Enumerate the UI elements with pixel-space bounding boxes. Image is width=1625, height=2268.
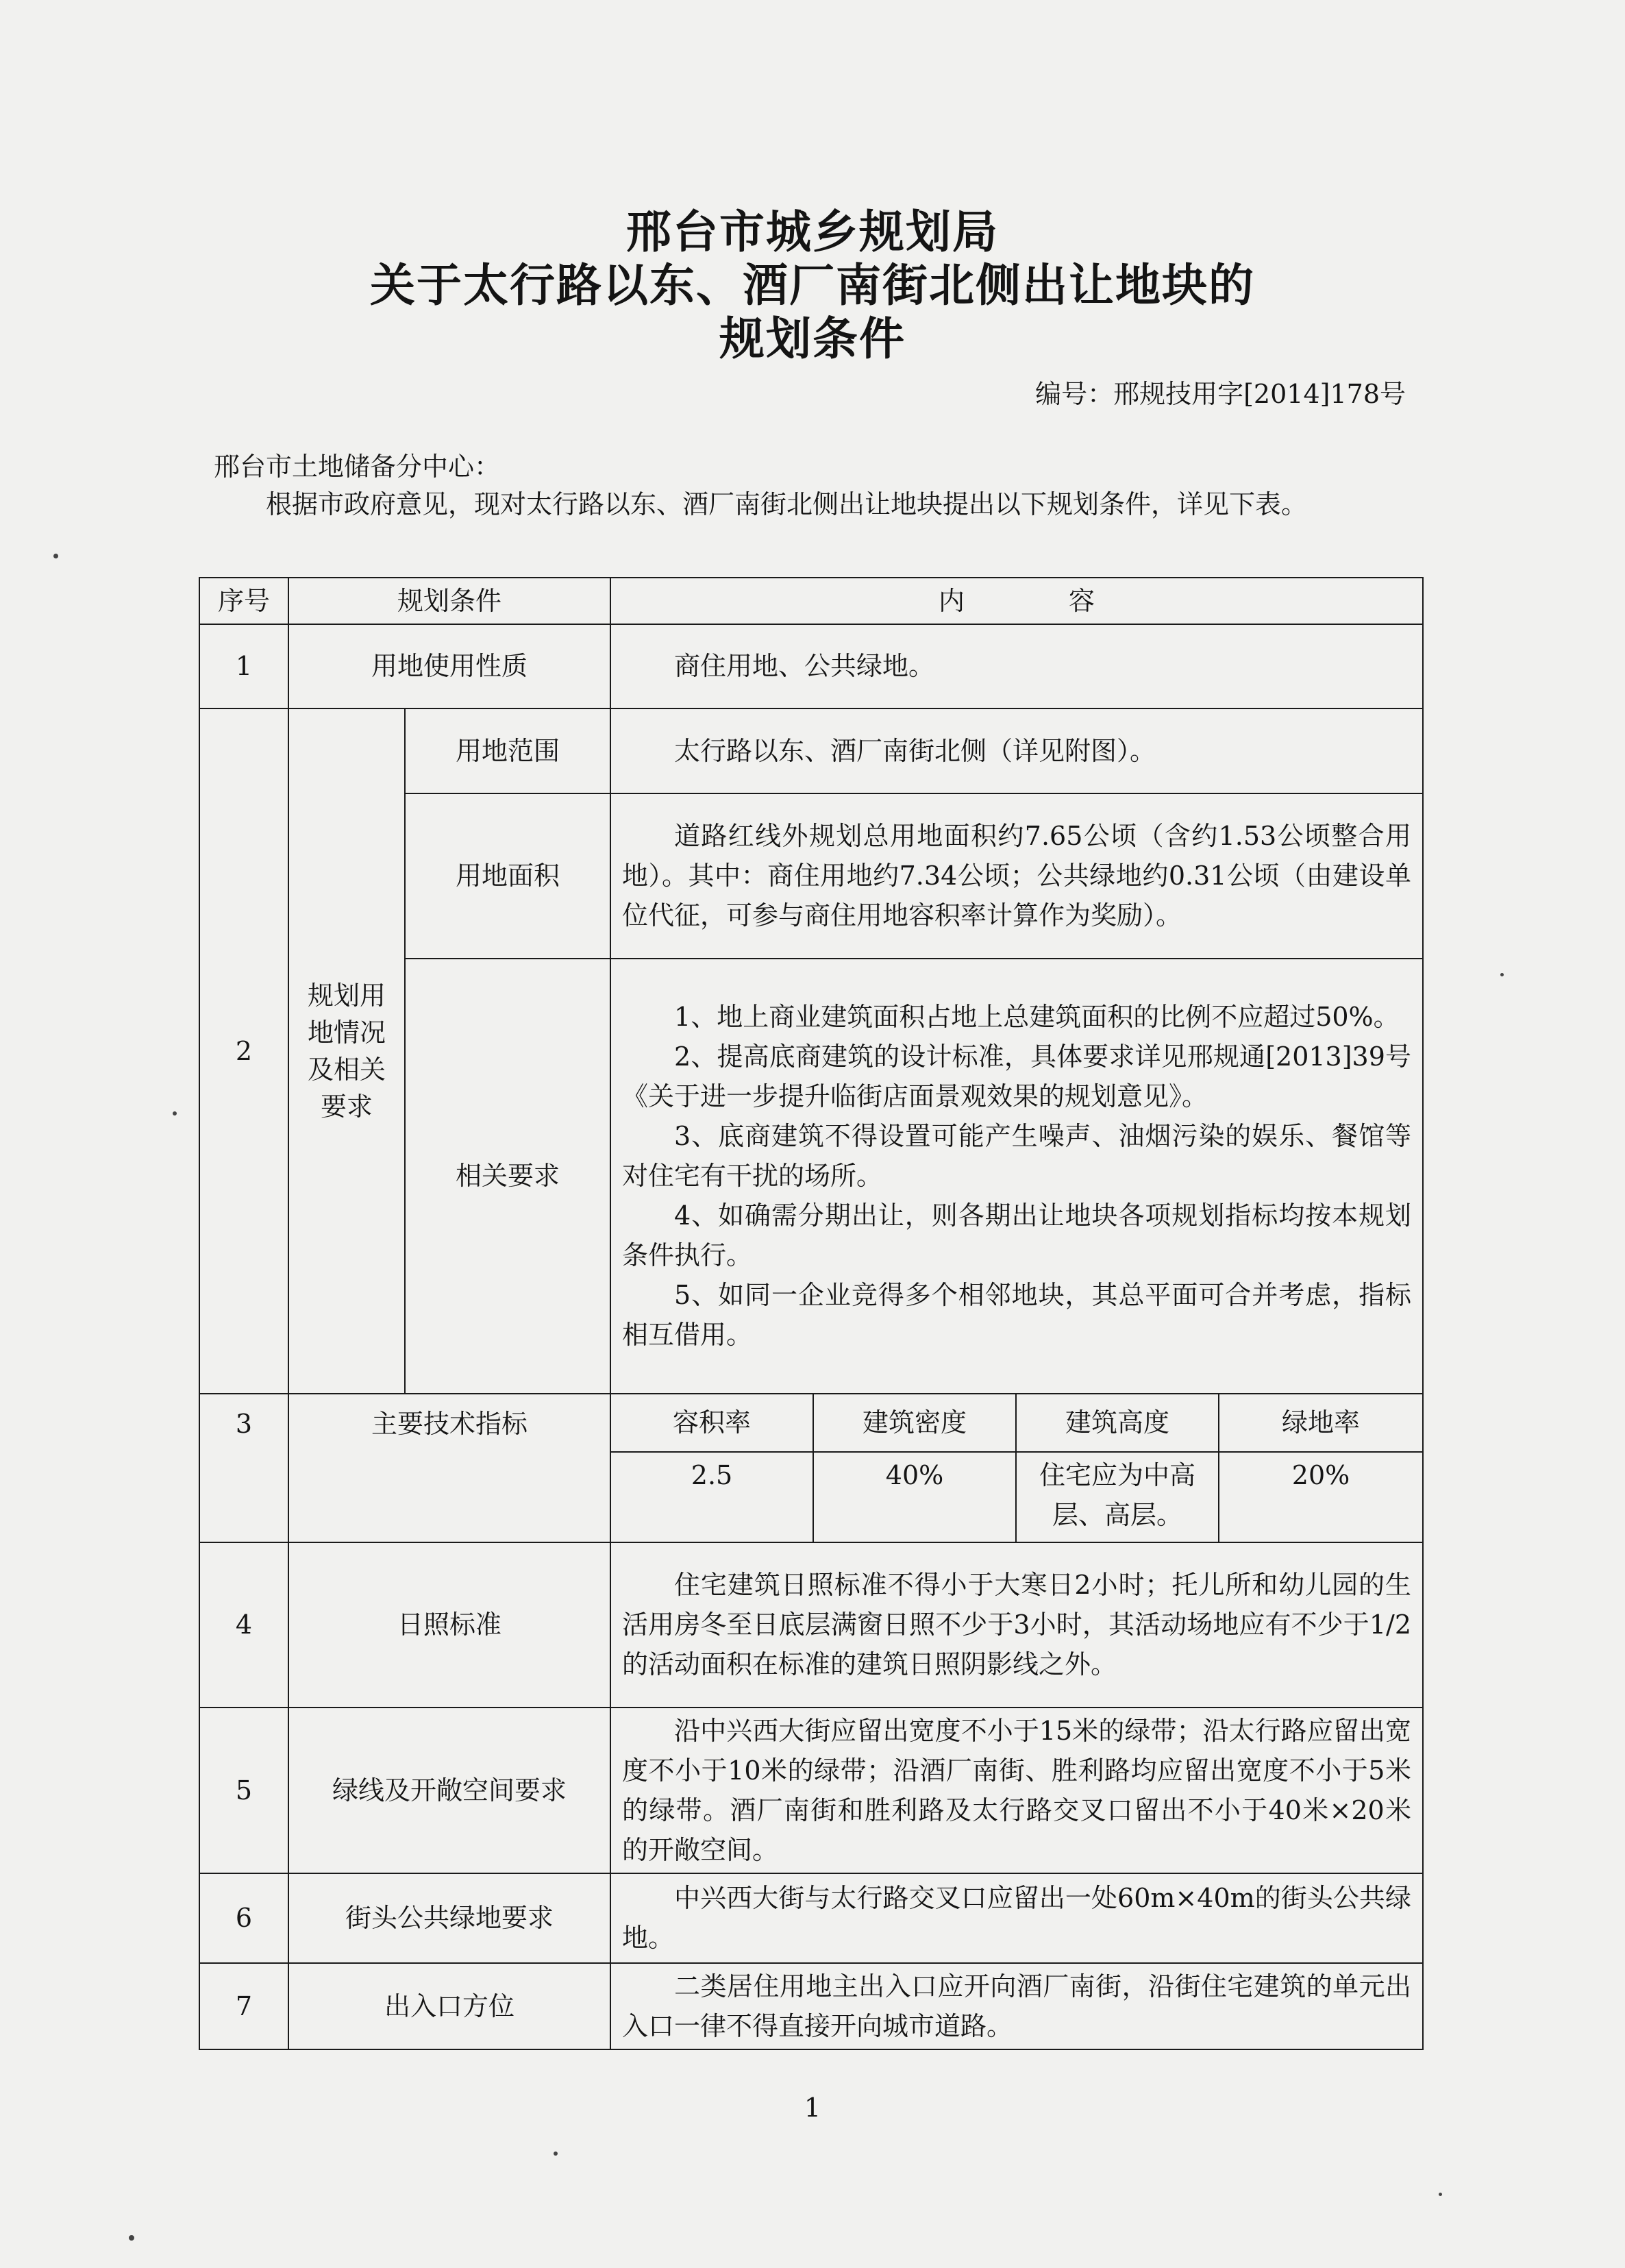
row2-index: 2 bbox=[199, 708, 288, 1394]
row4-content bbox=[610, 1542, 1423, 1708]
row7-index: 7 bbox=[199, 1963, 288, 2049]
row5-content-text: 沿中兴西大街应留出宽度不小于15米的绿带；沿太行路应留出宽度不小于10米的绿带；沿酒厂南街、胜利路均应留出宽度不小于5米的绿带。酒厂南街和胜利路及太行路交叉口留出不小于40米×20米的开敞空间。 bbox=[622, 1715, 1412, 1865]
far-value: 2.5 bbox=[610, 1452, 813, 1542]
row5-label: 绿线及开敞空间要求 bbox=[288, 1708, 610, 1874]
row4-index: 4 bbox=[199, 1542, 288, 1708]
table-row bbox=[199, 1708, 1423, 1874]
far-label: 容积率 bbox=[610, 1394, 813, 1451]
document-title-line-2: 关于太行路以东、酒厂南街北侧出让地块的 bbox=[370, 259, 1255, 312]
height-value: 住宅应为中高层、高层。 bbox=[1016, 1452, 1219, 1542]
row4-content-text: 住宅建筑日照标准不得小于大寒日2小时；托儿所和幼儿园的生活用房冬至日底层满窗日照不少于3小时，其活动场地应有不少于1/2的活动面积在标准的建筑日照阴影线之外。 bbox=[622, 1570, 1412, 1680]
row6-content-text: 中兴西大街与太行路交叉口应留出一处60m×40m的街头公共绿地。 bbox=[622, 1883, 1412, 1953]
row3-label: 主要技术指标 bbox=[288, 1394, 610, 1542]
green-ratio-label: 绿地率 bbox=[1219, 1394, 1423, 1451]
requirement-item-4: 4、如确需分期出让，则各期出让地块各项规划指标均按本规划条件执行。 bbox=[622, 1200, 1412, 1271]
table-row bbox=[199, 1394, 1423, 1451]
table-row bbox=[199, 1963, 1423, 2049]
row1-index: 1 bbox=[199, 624, 288, 708]
scan-speck bbox=[129, 2235, 134, 2241]
header-index: 序号 bbox=[199, 578, 288, 624]
page-number: 1 bbox=[804, 2093, 821, 2123]
row4-label: 日照标准 bbox=[288, 1542, 610, 1708]
row1-content-text: 商住用地、公共绿地。 bbox=[674, 651, 935, 682]
row2-requirements-content bbox=[610, 959, 1423, 1394]
scan-speck bbox=[173, 1111, 177, 1115]
addressee: 邢台市土地储备分中心： bbox=[214, 452, 501, 482]
row2-area-content bbox=[610, 793, 1423, 959]
density-value: 40% bbox=[813, 1452, 1016, 1542]
row2-area-label: 用地面积 bbox=[405, 793, 610, 959]
row5-index: 5 bbox=[199, 1708, 288, 1874]
document-number: 编号：邢规技用字[2014]178号 bbox=[1035, 379, 1406, 409]
intro-paragraph: 根据市政府意见，现对太行路以东、酒厂南街北侧出让地块提出以下规划条件，详见下表。 bbox=[266, 489, 1308, 519]
scan-speck bbox=[53, 554, 58, 558]
row2-scope-label: 用地范围 bbox=[405, 708, 610, 793]
row2-scope-text: 太行路以东、酒厂南街北侧（详见附图）。 bbox=[674, 735, 1156, 766]
table-row bbox=[199, 1542, 1423, 1708]
row2-area-text: 道路红线外规划总用地面积约7.65公顷（含约1.53公顷整合用地）。其中：商住用地约7.34公顷；公共绿地约0.31公顷（由建设单位代征，可参与商住用地容积率计算作为奖励）。 bbox=[622, 821, 1412, 931]
row6-index: 6 bbox=[199, 1873, 288, 1962]
row2-scope-content bbox=[610, 708, 1423, 793]
requirement-item-3: 3、底商建筑不得设置可能产生噪声、油烟污染的娱乐、餐馆等对住宅有干扰的场所。 bbox=[622, 1121, 1412, 1192]
row7-content-text: 二类居住用地主出入口应开向酒厂南街，沿街住宅建筑的单元出入口一律不得直接开向城市道路。 bbox=[622, 1971, 1412, 2041]
row2-group-label bbox=[288, 708, 405, 1394]
row2-requirements-label: 相关要求 bbox=[405, 959, 610, 1394]
row1-content bbox=[610, 624, 1423, 708]
table-row bbox=[199, 708, 1423, 793]
row1-label: 用地使用性质 bbox=[288, 624, 610, 708]
table-row bbox=[199, 624, 1423, 708]
table-header-row bbox=[199, 578, 1423, 624]
row5-content bbox=[610, 1708, 1423, 1874]
row6-content bbox=[610, 1873, 1423, 1962]
planning-conditions-table bbox=[199, 577, 1424, 2050]
table-row bbox=[199, 1873, 1423, 1962]
header-condition: 规划条件 bbox=[288, 578, 610, 624]
height-label: 建筑高度 bbox=[1016, 1394, 1219, 1451]
row7-label: 出入口方位 bbox=[288, 1963, 610, 2049]
requirement-item-5: 5、如同一企业竞得多个相邻地块，其总平面可合并考虑，指标相互借用。 bbox=[622, 1280, 1412, 1351]
row3-index: 3 bbox=[199, 1394, 288, 1542]
scan-speck bbox=[1500, 973, 1504, 976]
row2-group-label-text: 规划用地情况及相关要求 bbox=[308, 980, 386, 1122]
document-title-line-3: 规划条件 bbox=[719, 312, 906, 365]
row6-label: 街头公共绿地要求 bbox=[288, 1873, 610, 1962]
scan-speck bbox=[554, 2152, 558, 2156]
requirement-item-2: 2、提高底商建筑的设计标准，具体要求详见邢规通[2013]39号《关于进一步提升临街店面景观效果的规划意见》。 bbox=[622, 1041, 1412, 1112]
requirement-item-1: 1、地上商业建筑面积占地上总建筑面积的比例不应超过50%。 bbox=[674, 1002, 1400, 1033]
header-content: 内 容 bbox=[610, 578, 1423, 624]
document-title-line-1: 邢台市城乡规划局 bbox=[626, 206, 999, 258]
density-label: 建筑密度 bbox=[813, 1394, 1016, 1451]
row7-content bbox=[610, 1963, 1423, 2049]
green-ratio-value: 20% bbox=[1219, 1452, 1423, 1542]
scan-speck bbox=[1439, 2193, 1442, 2196]
